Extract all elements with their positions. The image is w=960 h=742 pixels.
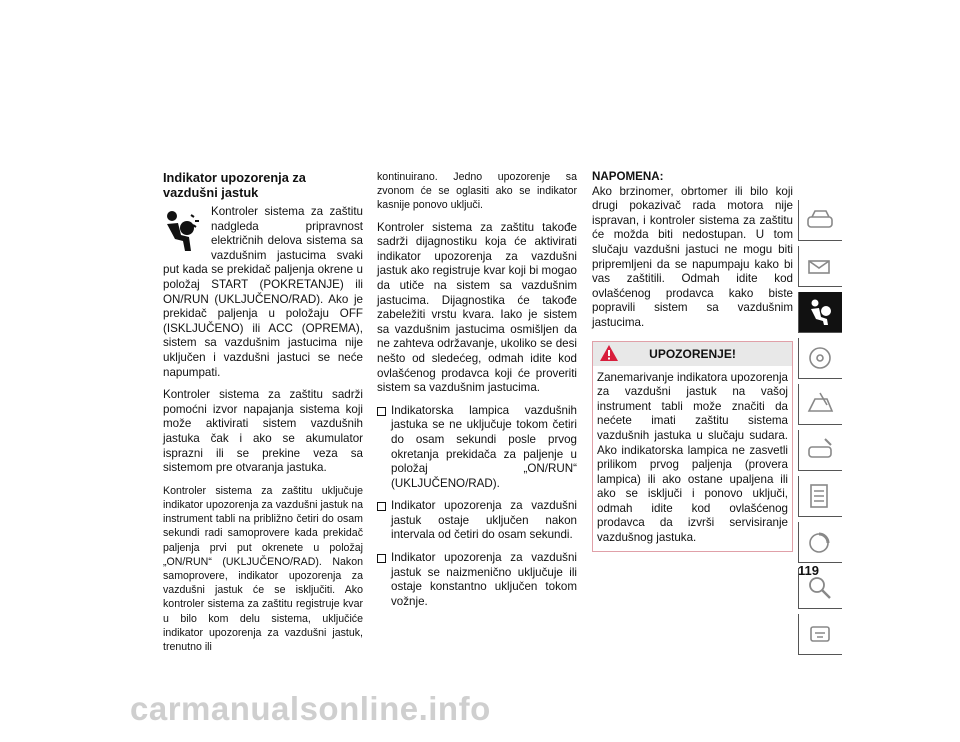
chapter-tabs xyxy=(798,200,842,660)
tab-languages[interactable] xyxy=(798,614,842,655)
warning-car-icon xyxy=(805,389,837,419)
tab-airbag-seat[interactable] xyxy=(798,292,842,333)
checkbox-bullet-icon xyxy=(377,407,386,416)
list-item: Indikator upozorenja za vazdušni jastuk se naizmenično uključuje ili ostaje konstantno uključen tokom vožnje. xyxy=(377,551,577,609)
service-car-icon xyxy=(805,435,837,465)
col1-paragraph-3: Kontroler sistema za zaštitu uključuje indikator upozorenja za vazdušni jastuk na instrument tabli na približno četiri do osam sekundi radi samoprovere kada prekidač paljenja prvi put okrenete u položaj „ON/RUN“ (UKLJUČENO/RAD). Nakon samoprovere, indikator upozorenja za vazdušni jastuk će se isključiti. Ako kontroler sistema za zaštitu registruje kvar u bilo kom delu sistema, uključiće indikator upozorenja za vazdušni jastuk, trenutno ili xyxy=(163,484,363,653)
tab-steering[interactable] xyxy=(798,338,842,379)
note-text: Ako brzinomer, obrtomer ili bilo koji drugi pokazivač rada motora nije ispravan, i kontroler sistema za zaštitu će možda biti nedostupan. U tom slučaju vazdušni jastuci ne mogu biti pripremljeni da se napumpaju kako bi vas zaštitili. Odmah idite kod ovlašćenog prodavca kako biste popravili sistem sa vazdušnim jastucima. xyxy=(592,184,793,329)
tab-safety[interactable] xyxy=(798,246,842,287)
safety-icon xyxy=(805,251,837,281)
warning-triangle-icon xyxy=(599,344,619,362)
col2-paragraph-2: Kontroler sistema za zaštitu takođe sadrži dijagnostiku koja će aktivirati indikator upozorenja za vazdušni jastuk ako registruje kvar koji bi mogao da utiče na sistem sa vazdušnim jastucima. Dijagnostika će takođe zabeležiti vrstu kvara. Iako je sistem sa vazdušnim jastucima osmišljen da ne zahteva održavanje, ukoliko se desi nešto od sledećeg, odmah idite kod ovlašćenog prodavca koji će proveriti sistem sa vazdušnim jastucima. xyxy=(377,220,577,395)
col1-paragraph-2: Kontroler sistema za zaštitu sadrži pomoćni izvor napajanja sistema koji može aktivirati sistem vazdušnih jastuka čak i ako se akumulator isprazni ili se prekine veza sa sistemom pre otvaranja jastuka. xyxy=(163,388,363,475)
specs-list-icon xyxy=(805,481,837,511)
list-item: Indikator upozorenja za vazdušni jastuk ostaje uključen nakon intervala od četiri do osam sekundi. xyxy=(377,499,577,543)
col1-paragraph-1: Kontroler sistema za zaštitu nadgleda pripravnost električnih delova sistema sa vazdušnim jastucima svaki put kada se prekidač paljenja okrene u položaj START (POKRETANJE) ili ON/RUN (UKLJUČENO/RAD). Ako je prekidač paljenja u položaju OFF (ISKLJUČENO) ili ACC (OPREMA), sistem sa vazdušnim jastucima nije uključen i vazdušni jastuci se neće napumpati. xyxy=(163,205,363,379)
multimedia-icon xyxy=(805,527,837,557)
section-title: Indikator upozorenja za vazdušni jastuk xyxy=(163,170,306,200)
tab-service-car[interactable] xyxy=(798,430,842,471)
car-info-icon xyxy=(805,205,837,235)
column-1 xyxy=(163,170,363,662)
list-item: Indikatorska lampica vazdušnih jastuka se ne uključuje tokom četiri do osam sekundi posle prvog okretanja prekidača za paljenje u položaj „ON/RUN“ (UKLJUČENO/RAD). xyxy=(377,404,577,492)
tab-multimedia[interactable] xyxy=(798,522,842,563)
warning-title: UPOZORENJE! xyxy=(649,346,736,361)
checklist xyxy=(377,404,577,610)
col2-paragraph-1: kontinuirano. Jedno upozorenje sa zvonom će se oglasiti ako se indikator kasnije ponovo uključi. xyxy=(377,171,577,212)
warning-text: Zanemarivanje indikatora upozorenja za vazdušni jastuk na vašoj instrument tabli može značiti da nećete imati zaštitu sistema vazdušnih jastuka u slučaju sudara. Ako indikatorska lampica ne zasvetli prilikom prvog paljenja (provera lampica) ili ako ostane upaljena ili ako se isključi i ponovo uključi, odmah idite kod ovlašćenog prodavca da izvrši servisiranje vazdušnog jastuka. xyxy=(597,370,788,545)
airbag-seat-icon xyxy=(805,297,837,327)
checkbox-bullet-icon xyxy=(377,554,386,563)
watermark: carmanualsonline.info xyxy=(130,690,491,727)
languages-icon xyxy=(805,619,837,649)
steering-icon xyxy=(805,343,837,373)
airbag-warning-icon xyxy=(163,209,205,255)
warning-header xyxy=(593,342,792,366)
checkbox-bullet-icon xyxy=(377,502,386,511)
page-number: 119 xyxy=(798,563,819,578)
column-2 xyxy=(377,170,577,617)
tab-specs-list[interactable] xyxy=(798,476,842,517)
tab-warning-car[interactable] xyxy=(798,384,842,425)
column-3 xyxy=(592,170,793,552)
warning-box xyxy=(592,341,793,552)
note-title: NAPOMENA: xyxy=(592,170,664,183)
tab-car-info[interactable] xyxy=(798,200,842,241)
